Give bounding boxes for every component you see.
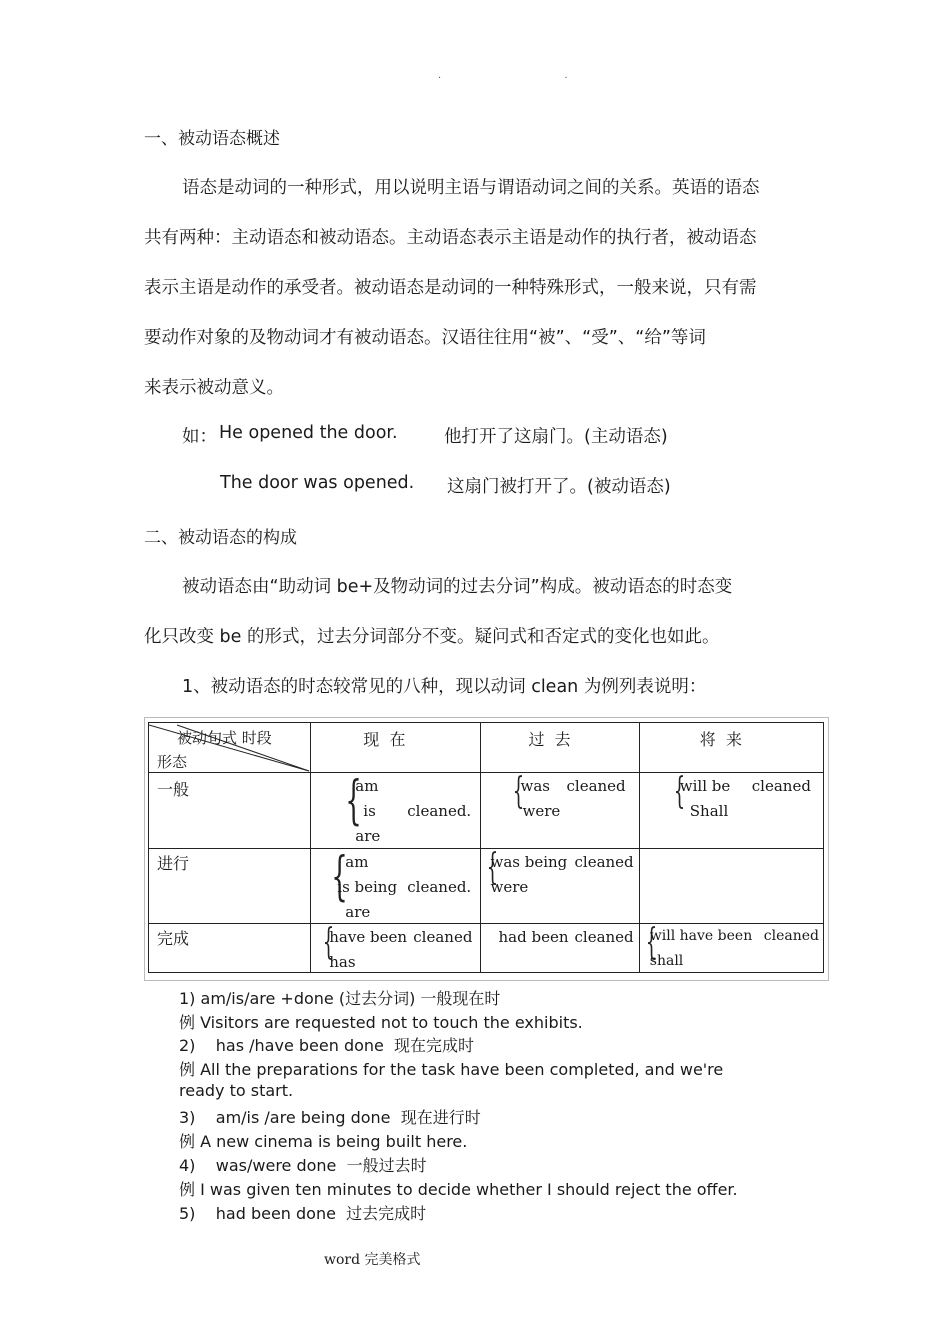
cell-continuous-past: { was being were cleaned	[480, 849, 639, 924]
example2-english: The door was opened.	[220, 473, 415, 493]
section2-para-line2: 化只改变 be 的形式，过去分词部分不变。疑问式和否定式的变化也如此。	[144, 627, 720, 647]
cell-perfect-future: { will have been shall cleaned	[639, 924, 823, 973]
cell-continuous-present: { am is being are cleaned.	[311, 849, 480, 924]
example2-chinese: 这扇门被打开了。(被动语态)	[447, 477, 671, 497]
cell-simple-present: { am is are cleaned.	[311, 773, 480, 849]
table-row-perfect	[149, 924, 824, 973]
list-item: 5) had been done 过去完成时	[179, 1204, 427, 1223]
table-header-row	[149, 723, 824, 773]
cell-perfect-present: { have been has cleaned	[311, 924, 480, 973]
corner-bottom-label: 形态	[157, 753, 188, 771]
list-item: 例 All the preparations for the task have been completed, and we're	[179, 1060, 724, 1079]
cell-perfect-past: had been cleaned	[480, 924, 639, 973]
section2-title: 二、被动语态的构成	[144, 528, 297, 548]
cell-continuous-future	[639, 849, 823, 924]
brace-icon: {	[486, 847, 498, 888]
header-present: 现 在	[311, 723, 480, 773]
brace-icon: {	[645, 922, 657, 963]
list-item: 例 A new cinema is being built here.	[179, 1132, 468, 1151]
brace-icon: {	[322, 922, 335, 963]
list-item: 例 Visitors are requested not to touch the exhibits.	[179, 1013, 583, 1032]
list-item: 1) am/is/are +done (过去分词) 一般现在时	[179, 989, 501, 1008]
brace-icon: {	[331, 847, 349, 907]
list-item: 2) has /have been done 现在完成时	[179, 1036, 475, 1055]
list-item: ready to start.	[179, 1081, 294, 1100]
tense-table	[148, 722, 824, 973]
row-label-simple: 一般	[149, 773, 311, 849]
section1-para-line5: 来表示被动意义。	[144, 378, 284, 398]
header-past: 过 去	[480, 723, 639, 773]
row-label-perfect: 完成	[149, 924, 311, 973]
brace-icon: {	[673, 771, 685, 812]
list-item: 4) was/were done 一般过去时	[179, 1156, 427, 1175]
page-footer: word 完美格式	[324, 1252, 421, 1268]
row-label-continuous: 进行	[149, 849, 311, 924]
corner-top-label: 被动句式 时段	[177, 729, 272, 747]
brace-icon: {	[345, 771, 363, 831]
section2-para-line1: 被动语态由“助动词 be+及物动词的过去分词”构成。被动语态的时态变	[182, 577, 733, 597]
example1-english: He opened the door.	[219, 423, 398, 443]
header-dots: . .	[438, 70, 628, 81]
brace-icon: {	[512, 771, 524, 812]
section1-para-line3: 表示主语是动作的承受者。被动语态是动词的一种特殊形式，一般来说，只有需	[144, 278, 757, 298]
section1-para-line4: 要动作对象的及物动词才有被动语态。汉语往往用“被”、“受”、“给”等词	[144, 328, 706, 348]
list-item: 例 I was given ten minutes to decide whether I should reject the offer.	[179, 1180, 738, 1199]
cell-simple-past: { was were cleaned	[480, 773, 639, 849]
example1-chinese: 他打开了这扇门。(主动语态)	[444, 427, 668, 447]
list-item: 3) am/is /are being done 现在进行时	[179, 1108, 481, 1127]
table-row-continuous	[149, 849, 824, 924]
section1-para-line2: 共有两种：主动语态和被动语态。主动语态表示主语是动作的执行者，被动语态	[144, 228, 757, 248]
header-future: 将 来	[639, 723, 823, 773]
section1-para-line1: 语态是动词的一种形式，用以说明主语与谓语动词之间的关系。英语的语态	[182, 178, 760, 198]
table-row-simple	[149, 773, 824, 849]
section1-title: 一、被动语态概述	[144, 129, 280, 149]
section2-intro: 1、被动语态的时态较常见的八种，现以动词 clean 为例列表说明：	[182, 677, 707, 697]
table-corner-cell	[149, 723, 311, 773]
cell-simple-future: { will be Shall cleaned	[639, 773, 823, 849]
example1-label: 如：	[182, 427, 217, 447]
